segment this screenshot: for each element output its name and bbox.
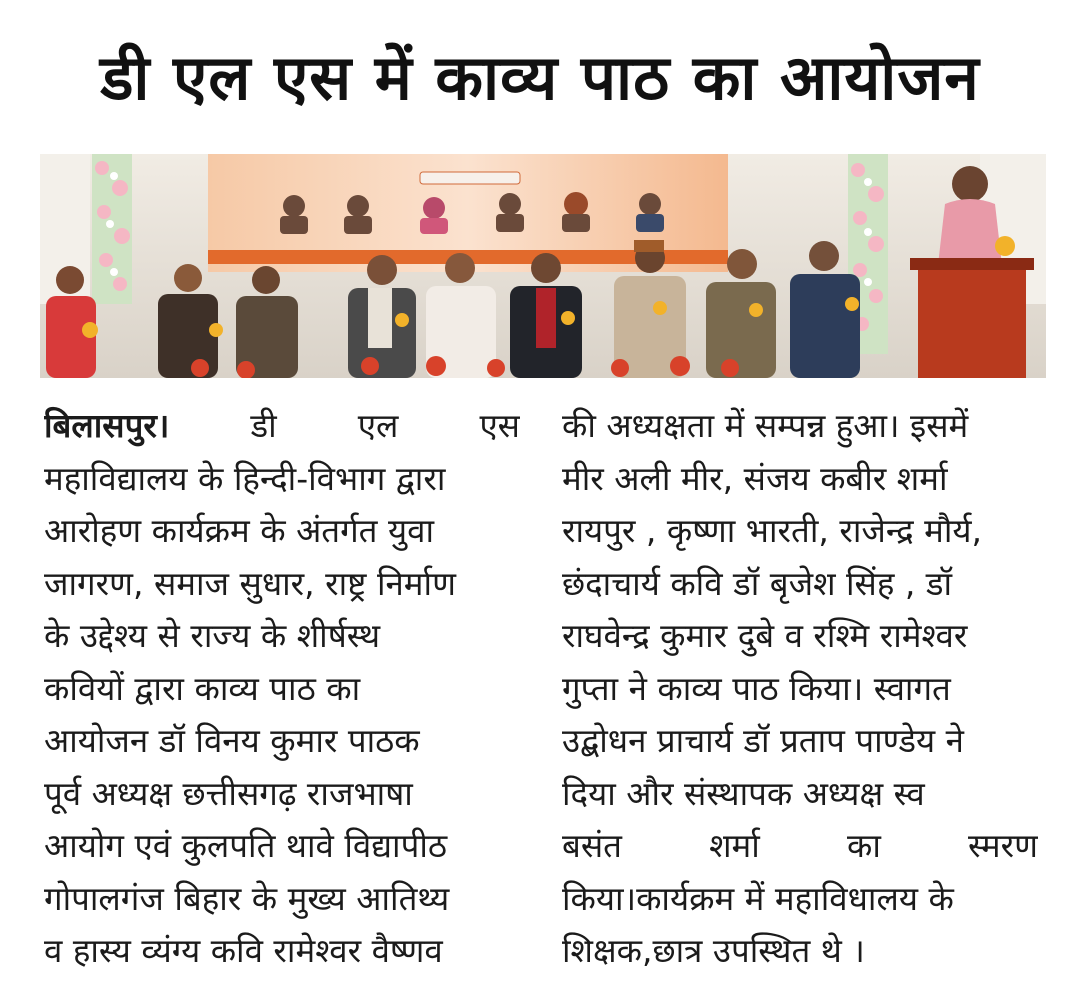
article-line: के उद्देश्य से राज्य के शीर्षस्थ xyxy=(44,616,381,655)
article-word: एल xyxy=(357,406,399,445)
article-line: आरोहण कार्यक्रम के अंतर्गत युवा xyxy=(44,511,435,550)
article-word: एस xyxy=(479,406,520,445)
article-word: डी xyxy=(250,406,277,445)
article-left-column xyxy=(44,400,520,978)
article-line: शिक्षक,छात्र उपस्थित थे । xyxy=(562,931,865,970)
article-line: उद्बोधन प्राचार्य डॉ प्रताप पाण्डेय ने xyxy=(562,721,964,760)
article-word: बसंत xyxy=(562,826,622,865)
article-word: स्मरण xyxy=(968,826,1038,865)
article-line: गुप्ता ने काव्य पाठ किया। स्वागत xyxy=(562,668,951,708)
article-line: मीर अली मीर, संजय कबीर शर्मा xyxy=(562,458,948,498)
article-line: गोपालगंज बिहार के मुख्य आतिथ्य xyxy=(44,878,450,918)
article-line: व हास्य व्यंग्य कवि रामेश्वर वैष्णव xyxy=(44,931,443,970)
article-line: आयोजन डॉ विनय कुमार पाठक xyxy=(44,721,420,760)
article-line: रायपुर , कृष्णा भारती, राजेन्द्र मौर्य, xyxy=(562,511,982,550)
article-line xyxy=(562,820,1038,873)
article-line: जागरण, समाज सुधार, राष्ट्र निर्माण xyxy=(44,563,456,603)
article-line: राघवेन्द्र कुमार दुबे व रश्मि रामेश्वर xyxy=(562,616,968,655)
article-line xyxy=(44,400,520,453)
event-stage-photo-icon xyxy=(40,154,1046,378)
article-line: आयोग एवं कुलपति थावे विद्यापीठ xyxy=(44,826,448,865)
article-line: की अध्यक्षता में सम्पन्न हुआ। इसमें xyxy=(562,406,969,445)
article-line: महाविद्यालय के हिन्दी-विभाग द्वारा xyxy=(44,458,446,498)
article-line: छंदाचार्य कवि डॉ बृजेश सिंह , डॉ xyxy=(562,563,953,603)
article-line: पूर्व अध्यक्ष छत्तीसगढ़ राजभाषा xyxy=(44,773,413,813)
article-right-column xyxy=(562,400,1038,978)
headline: डी एल एस में काव्य पाठ का आयोजन xyxy=(100,41,980,114)
article-word: का xyxy=(846,826,881,865)
event-photo xyxy=(40,154,1046,378)
article-line: दिया और संस्थापक अध्यक्ष स्व xyxy=(562,773,925,813)
article-line: कवियों द्वारा काव्य पाठ का xyxy=(44,668,361,708)
article-line: किया।कार्यक्रम में महाविधालय के xyxy=(562,878,954,918)
article-word: शर्मा xyxy=(709,826,760,865)
dateline: बिलासपुर। xyxy=(44,406,170,445)
